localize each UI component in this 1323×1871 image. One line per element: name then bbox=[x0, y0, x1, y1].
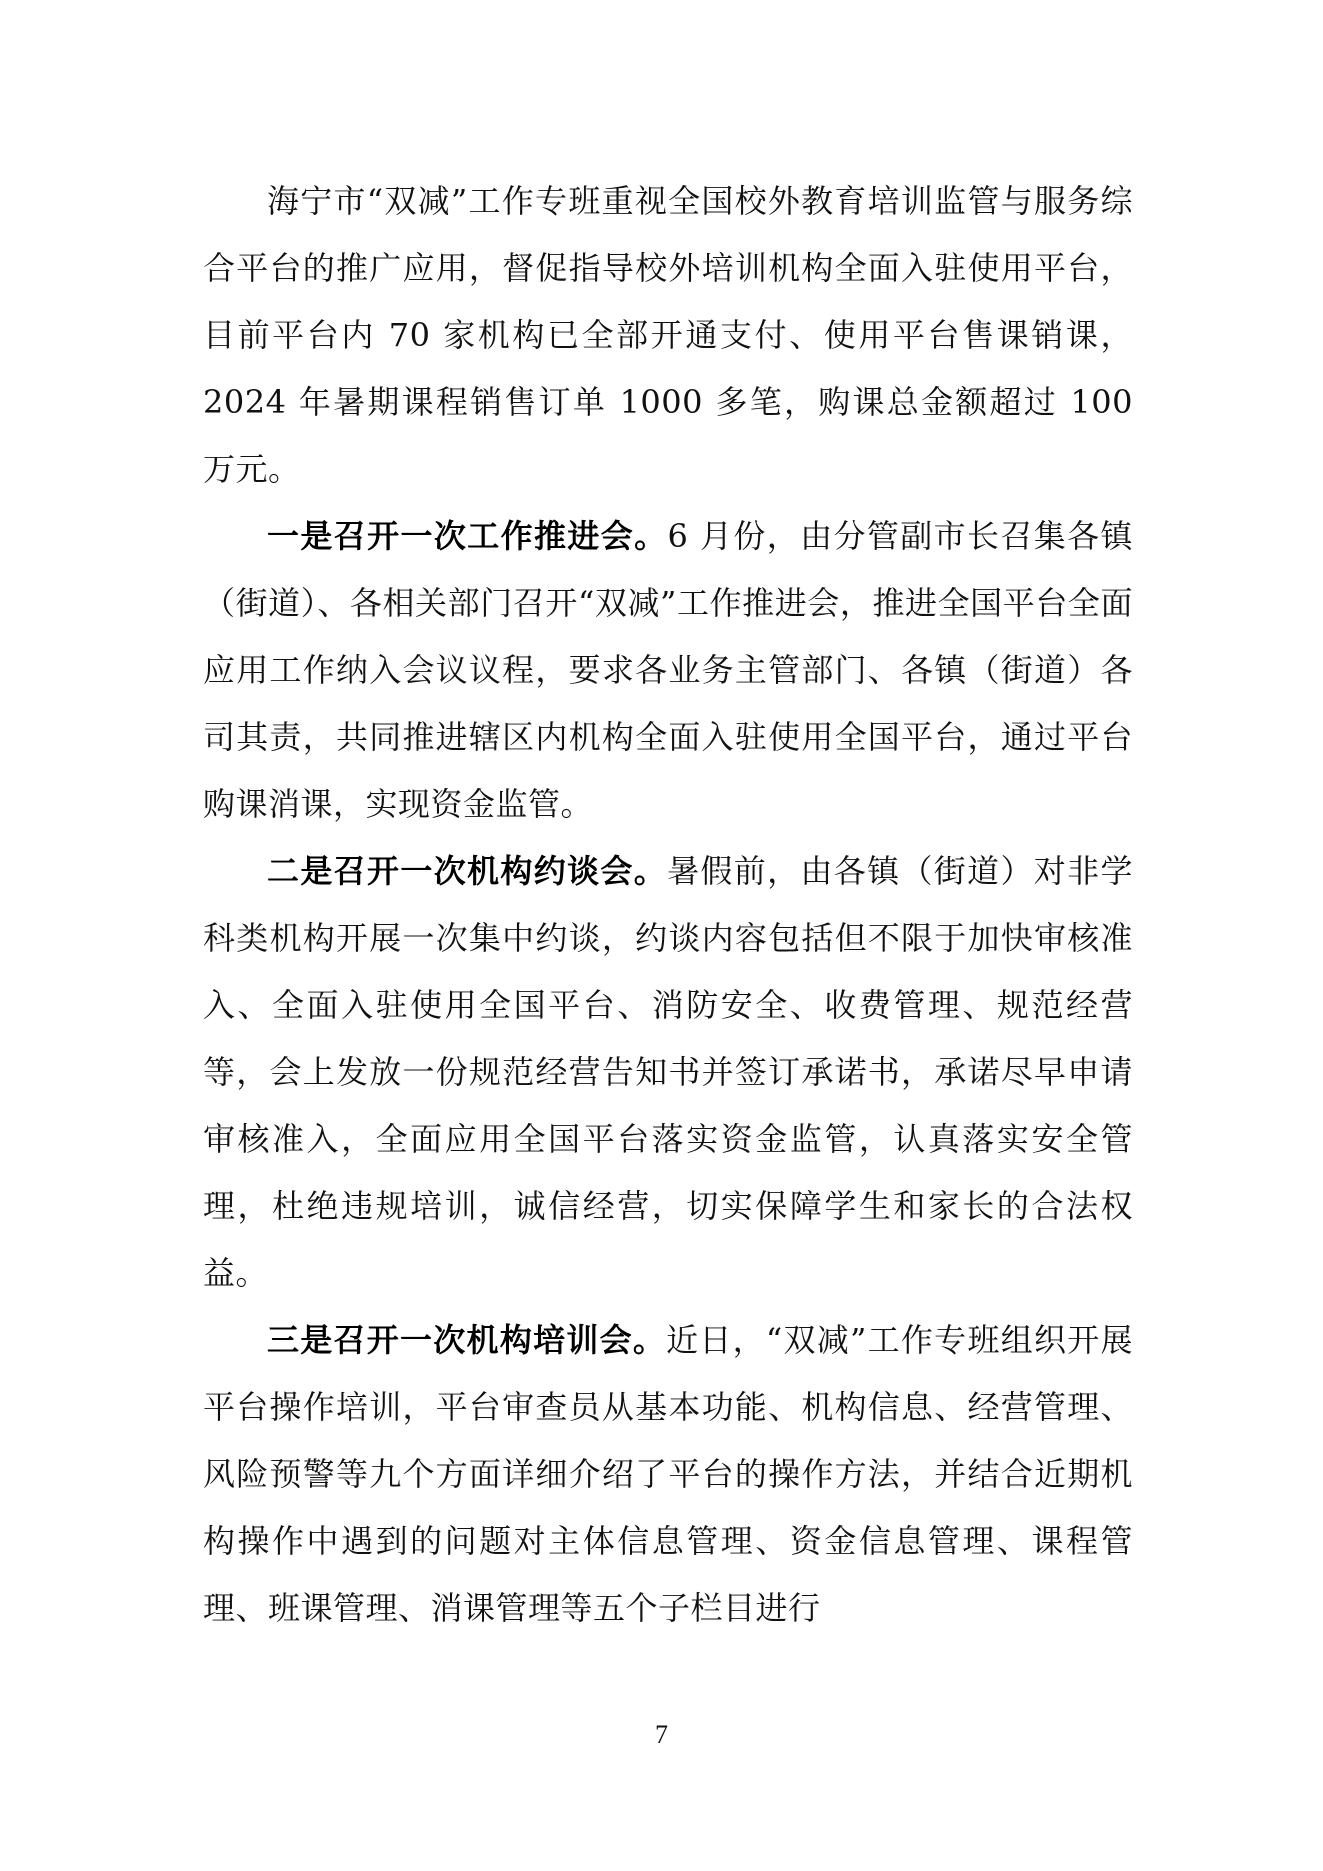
paragraph-interview-meeting bbox=[203, 838, 1133, 1307]
paragraph-work-meeting bbox=[203, 503, 1133, 838]
paragraph-lead: 三是召开一次机构培训会。 bbox=[267, 1321, 667, 1359]
paragraph-intro bbox=[203, 168, 1133, 503]
paragraph-lead: 二是召开一次机构约谈会。 bbox=[267, 852, 668, 890]
paragraph-text: 暑假前，由各镇（街道）对非学科类机构开展一次集中约谈，约谈内容包括但不限于加快审核准入、全面入驻使用全国平台、消防安全、收费管理、规范经营等，会上发放一份规范经营告知书并签订承诺书，承诺尽早申请审核准入，全面应用全国平台落实资金监管，认真落实安全管理，杜绝违规培训，诚信经营，切实保障学生和家长的合法权益。 bbox=[203, 852, 1133, 1292]
paragraph-text: 6 月份，由分管副市长召集各镇（街道）、各相关部门召开“双减”工作推进会，推进全国平台全面应用工作纳入会议议程，要求各业务主管部门、各镇（街道）各司其责，共同推进辖区内机构全面入驻使用全国平台，通过平台购课消课，实现资金监管。 bbox=[203, 517, 1133, 823]
paragraph-training-meeting bbox=[203, 1307, 1133, 1642]
paragraph-text: 海宁市“双减”工作专班重视全国校外教育培训监管与服务综合平台的推广应用，督促指导校外培训机构全面入驻使用平台，目前平台内 70 家机构已全部开通支付、使用平台售课销课，2024 年暑期课程销售订单 1000 多笔，购课总金额超过 100 万元。 bbox=[203, 182, 1133, 488]
page-number: 7 bbox=[655, 1720, 668, 1749]
body-text bbox=[203, 168, 1133, 1642]
paragraph-lead: 一是召开一次工作推进会。 bbox=[267, 517, 668, 555]
paragraph-text: 近日，“双减”工作专班组织开展平台操作培训，平台审查员从基本功能、机构信息、经营管理、风险预警等九个方面详细介绍了平台的操作方法，并结合近期机构操作中遇到的问题对主体信息管理、资金信息管理、课程管理、班课管理、消课管理等五个子栏目进行 bbox=[203, 1321, 1133, 1627]
